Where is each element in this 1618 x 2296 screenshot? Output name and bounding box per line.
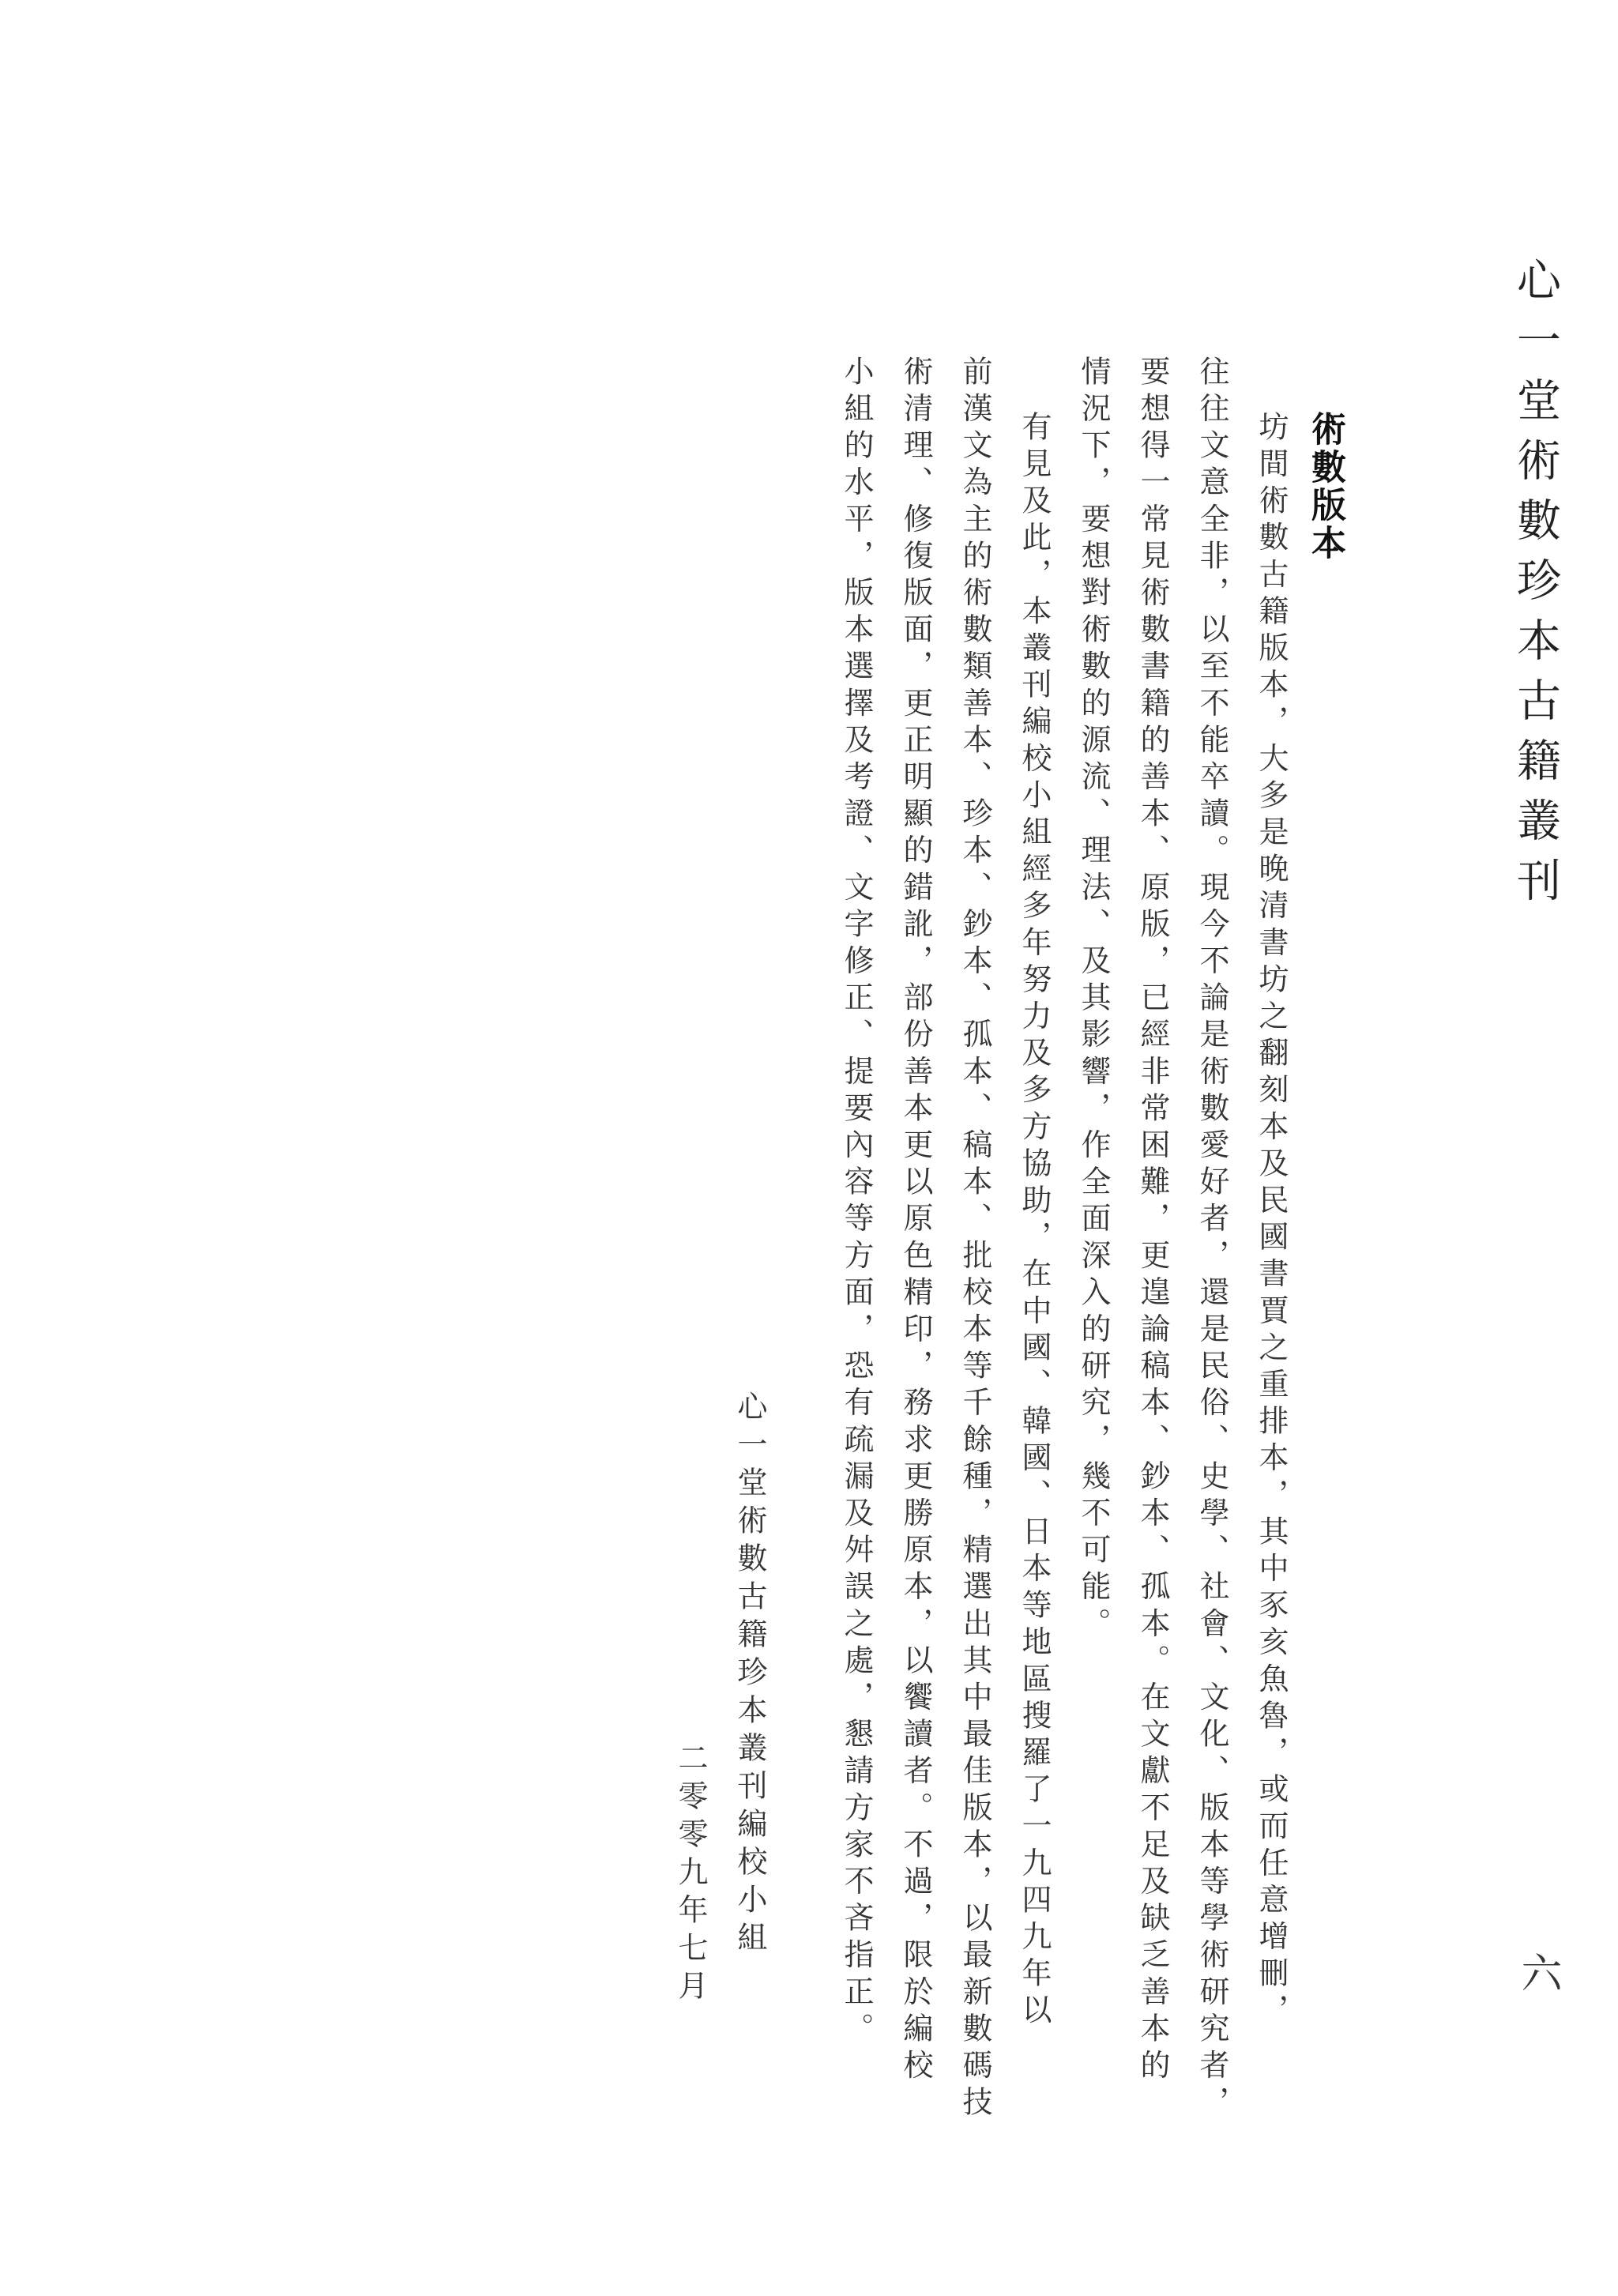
text-column: 坊間術數古籍版本，大多是晚清書坊之翻刻本及民國書賈之重排本，其中豕亥魚魯，或而任意增刪， bbox=[1254, 411, 1289, 2031]
text-column: 小組的水平，版本選擇及考證、文字修正、提要內容等方面，恐有疏漏及舛誤之處，懇請方家不吝指正。 bbox=[839, 356, 874, 2049]
signature-editor: 心一堂術數古籍珍本叢刊編校小組 bbox=[732, 1391, 767, 1959]
running-title: 心一堂術數珍本古籍叢刊 bbox=[1510, 257, 1561, 917]
text-column: 往往文意全非，以至不能卒讀。現今不論是術數愛好者，還是民俗、史學、社會、文化、版本等學術研究者， bbox=[1195, 356, 1229, 2123]
section-heading: 術數版本 bbox=[1305, 411, 1345, 563]
text-column: 要想得一常見術數書籍的善本、原版，已經非常困難，更遑論稿本、鈔本、孤本。在文獻不足及缺乏善本的 bbox=[1135, 356, 1170, 2087]
text-column: 術清理、修復版面，更正明顯的錯訛，部份善本更以原色精印，務求更勝原本，以饗讀者。不過，限於編校 bbox=[898, 356, 933, 2087]
text-column: 情況下，要想對術數的源流、理法、及其影響，作全面深入的研究，幾不可能。 bbox=[1076, 356, 1111, 1644]
page-number: 六 bbox=[1514, 1952, 1561, 1993]
signature-date: 二零零九年七月 bbox=[673, 1742, 708, 2008]
text-column: 前漢文為主的術數類善本、珍本、鈔本、孤本、稿本、批校本等千餘種，精選出其中最佳版本，以最新數碼技 bbox=[958, 356, 992, 2123]
text-column: 有見及此，本叢刊編校小組經多年努力及多方協助，在中國、韓國、日本等地區搜羅了一九四九年以 bbox=[1017, 411, 1052, 2031]
